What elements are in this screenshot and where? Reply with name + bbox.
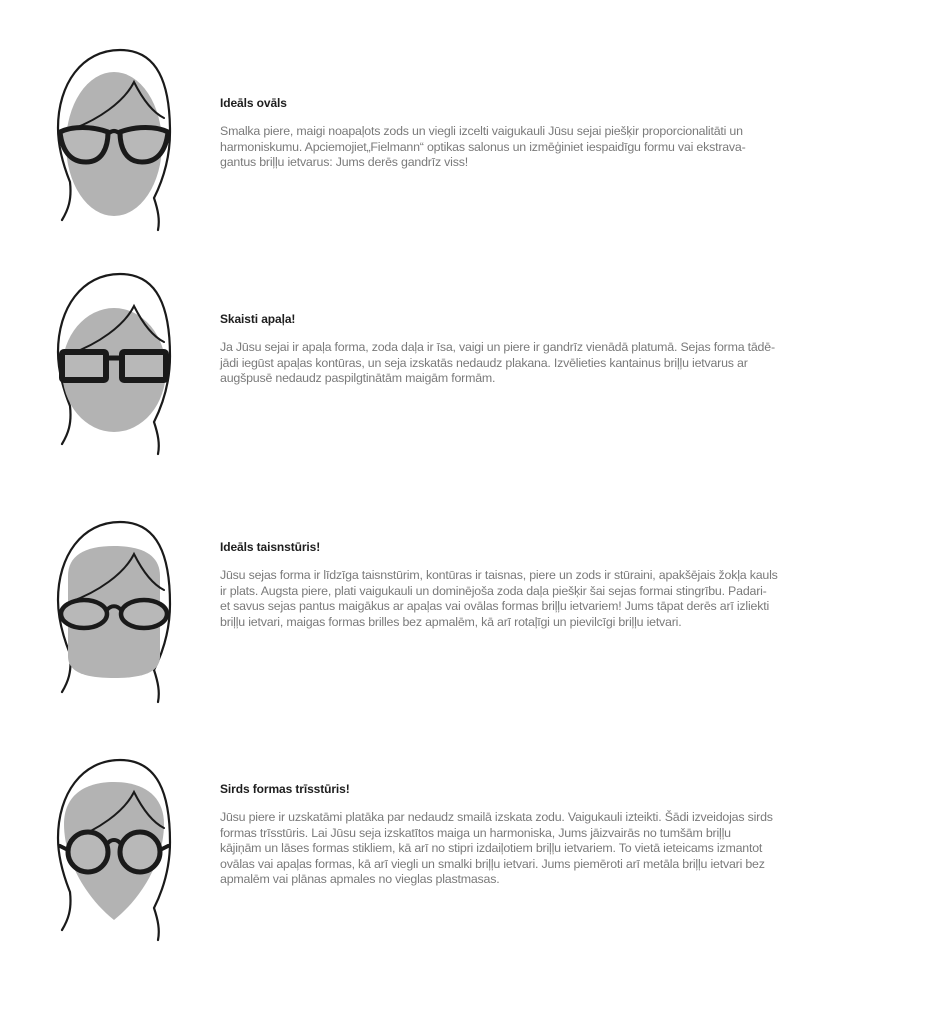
description-line: Smalka piere, maigi noapaļots zods un viegli izcelti vaigukauli Jūsu sejai piešķir proporcionalitāti un: [220, 124, 743, 138]
section-title: Skaisti apaļa!: [220, 312, 296, 326]
section-description: [220, 810, 892, 888]
round-face-icon: [48, 268, 180, 468]
description-line: harmoniskumu. Apciemojiet„Fielmann“ optikas salonus un izmēģiniet iespaidīgu formu vai ekstrava-: [220, 139, 746, 154]
section-text: [220, 96, 892, 171]
section-title: Ideāls ovāls: [220, 96, 287, 110]
description-line: apmalēm vai plānas apmales no vieglas plastmasas.: [220, 872, 500, 887]
description-line: kājiņām un lāses formas stikliem, kā arī no stipri izdaiļotiem briļļu ietvariem. To vietā ieteicams izmantot: [220, 841, 763, 856]
section-description: [220, 340, 892, 387]
description-line: ovālas vai apaļas formas, kā arī viegli un smalki briļļu ietvari. Jums piemēroti arī metāla briļļu ietvari bez: [220, 856, 765, 871]
description-line: gantus briļļu ietvarus: Jums derēs gandrīz viss!: [220, 155, 468, 170]
description-line: briļļu ietvari, maigas formas brilles bez apmalēm, kā arī rotaļīgi un pievilcīgi briļļu ietvari.: [220, 614, 682, 629]
description-line: Ja Jūsu sejai ir apaļa forma, zoda daļa ir īsa, vaigi un piere ir gandrīz vienādā platumā. Sejas forma tādē-: [220, 340, 775, 354]
section-text: [220, 540, 892, 630]
description-line: jādi iegūst apaļas kontūras, un seja izskatās nedaudz plakana. Izvēlieties kantainus briļļu ietvarus ar: [220, 355, 748, 370]
description-line: ir plats. Augsta piere, plati vaigukauli un dominējoša zoda daļa piešķir šai sejas formai stingrību. Padari-: [220, 583, 767, 598]
description-line: formas trīsstūris. Lai Jūsu seja izskatītos maiga un harmoniska, Jums jāizvairās no tumšām briļļu: [220, 825, 731, 840]
description-line: et savus sejas pantus maigākus ar apaļas vai ovālas formas briļļu ietvariem! Jums tāpat derēs arī izliekti: [220, 599, 770, 614]
section-description: [220, 124, 892, 171]
description-line: augšpusē nedaudz paspilgtinātām maigām formām.: [220, 371, 496, 386]
rectangular-face-icon: [48, 516, 180, 716]
heart-face-icon: [48, 754, 180, 954]
description-line: Jūsu piere ir uzskatāmi platāka par nedaudz smailā izskata zodu. Vaigukauli izteikti. Šādi izveidojas sirds: [220, 810, 773, 824]
section-title: Sirds formas trīsstūris!: [220, 782, 350, 796]
section-description: [220, 568, 892, 630]
description-line: Jūsu sejas forma ir līdzīga taisnstūrim, kontūras ir taisnas, piere un zods ir stūraini, apakšējais žokļa kauls: [220, 568, 778, 582]
section-title: Ideāls taisnstūris!: [220, 540, 321, 554]
section-text: [220, 312, 892, 387]
oval-face-icon: [48, 44, 180, 244]
section-text: [220, 782, 892, 888]
